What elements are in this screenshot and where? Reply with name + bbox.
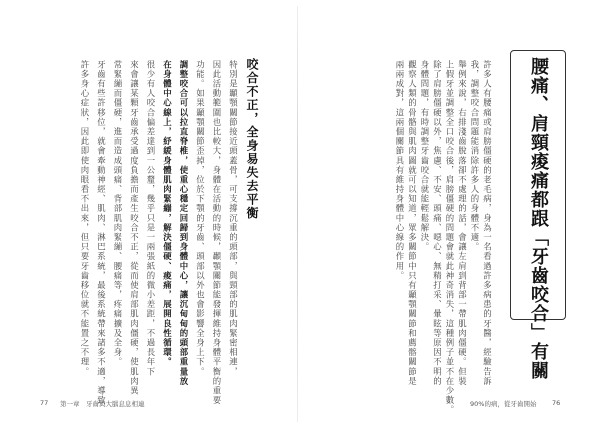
text-column: 調整咬合可以拉直脊椎，使重心穩定回歸到身體中心，讓沉甸甸的頭部重量放 bbox=[178, 60, 189, 387]
left-running-header: 第一章 牙齒與大腦息息相連 bbox=[60, 400, 145, 408]
title-box bbox=[510, 50, 566, 380]
page-title: 腰痛、肩頸痠痛都跟「牙齒咬合」有關 bbox=[528, 57, 549, 380]
text-column: 因此活動範圍也比較大，身體在活動的時候，顳顎關節能發揮維持身體平衡的重要 bbox=[211, 60, 222, 406]
text-column: 兩兩成對，這兩個關節具有維持身體中心線的作用。 bbox=[394, 60, 405, 281]
text-column: 舉例來說，右排淺齒脫落卻不處理的話，會讓左肩到背部一帶肌肉僵硬。但裝 bbox=[457, 60, 468, 387]
text-column: 功能。如果顳顎關節歪掉，位於下顎的牙齒、頭部以外也會影響全身上下。 bbox=[195, 60, 206, 377]
text-column: 我，調整咬合問題能消除許多人的身體不適。 bbox=[469, 60, 480, 252]
text-column: 特別是顳顎關節接近頭蓋骨，可支撐沉重的頭部，與頸部的肌肉緊密相連， bbox=[228, 60, 239, 377]
text-column: 除了肩膀僵硬以外，焦慮、不安、頭痛、噁心、無精打采、暈眩等原因不明的 bbox=[432, 60, 443, 387]
text-column: 許多人有腰痛或肩膀僵硬的老毛病，身為一名看過許多病患的牙醫，經驗告訴 bbox=[482, 60, 493, 387]
text-column: 身體問題，有時調整牙齒咬合就能輕鬆解決。 bbox=[419, 60, 430, 252]
text-column: 很少有人咬合偏差達到一公釐，幾乎只是一兩張紙的微小差距，不過長年下 bbox=[145, 60, 156, 377]
text-column: 觀察人類的骨骼與肌肉圖就可以知道，眾多關節中只有顳顎關節和薦髂關節是 bbox=[407, 60, 418, 387]
section-heading: 咬合不正，全身易失去平衡 bbox=[245, 58, 259, 220]
left-page-number: 77 bbox=[40, 399, 49, 407]
text-column: 上假牙並調整全口咬合後，肩膀僵硬的問題會就此神奇消失，這種例子並不在少數。 bbox=[444, 60, 455, 415]
text-column: 常緊繃而僵硬，進而造成頭痛、背部肌肉緊繃、腰痛等，疼痛擴及全身。 bbox=[112, 60, 123, 367]
text-column: 許多身心症狀，因此即使肉眼看不出來，但只要牙齒移位就不能置之不理。 bbox=[79, 60, 90, 377]
right-page-number: 76 bbox=[552, 399, 561, 407]
text-column: 牙齒有些許移位，就會牽動神經、肌肉、淋巴系統，最後系統帶來諸多不適，導致 bbox=[96, 60, 107, 406]
text-column: 在身體中心線上，紓緩身體肌肉緊繃，解決僵硬、痠痛，展開良性循環。 bbox=[162, 60, 173, 367]
text-column: 來會讓某顆牙齒承受過度負擔而產生咬合不正，從而使肩部肌肉僵硬，使肌肉異 bbox=[129, 60, 140, 396]
page-gutter bbox=[297, 6, 298, 422]
right-running-header: 90%的病，從牙齒開始 bbox=[470, 400, 537, 408]
